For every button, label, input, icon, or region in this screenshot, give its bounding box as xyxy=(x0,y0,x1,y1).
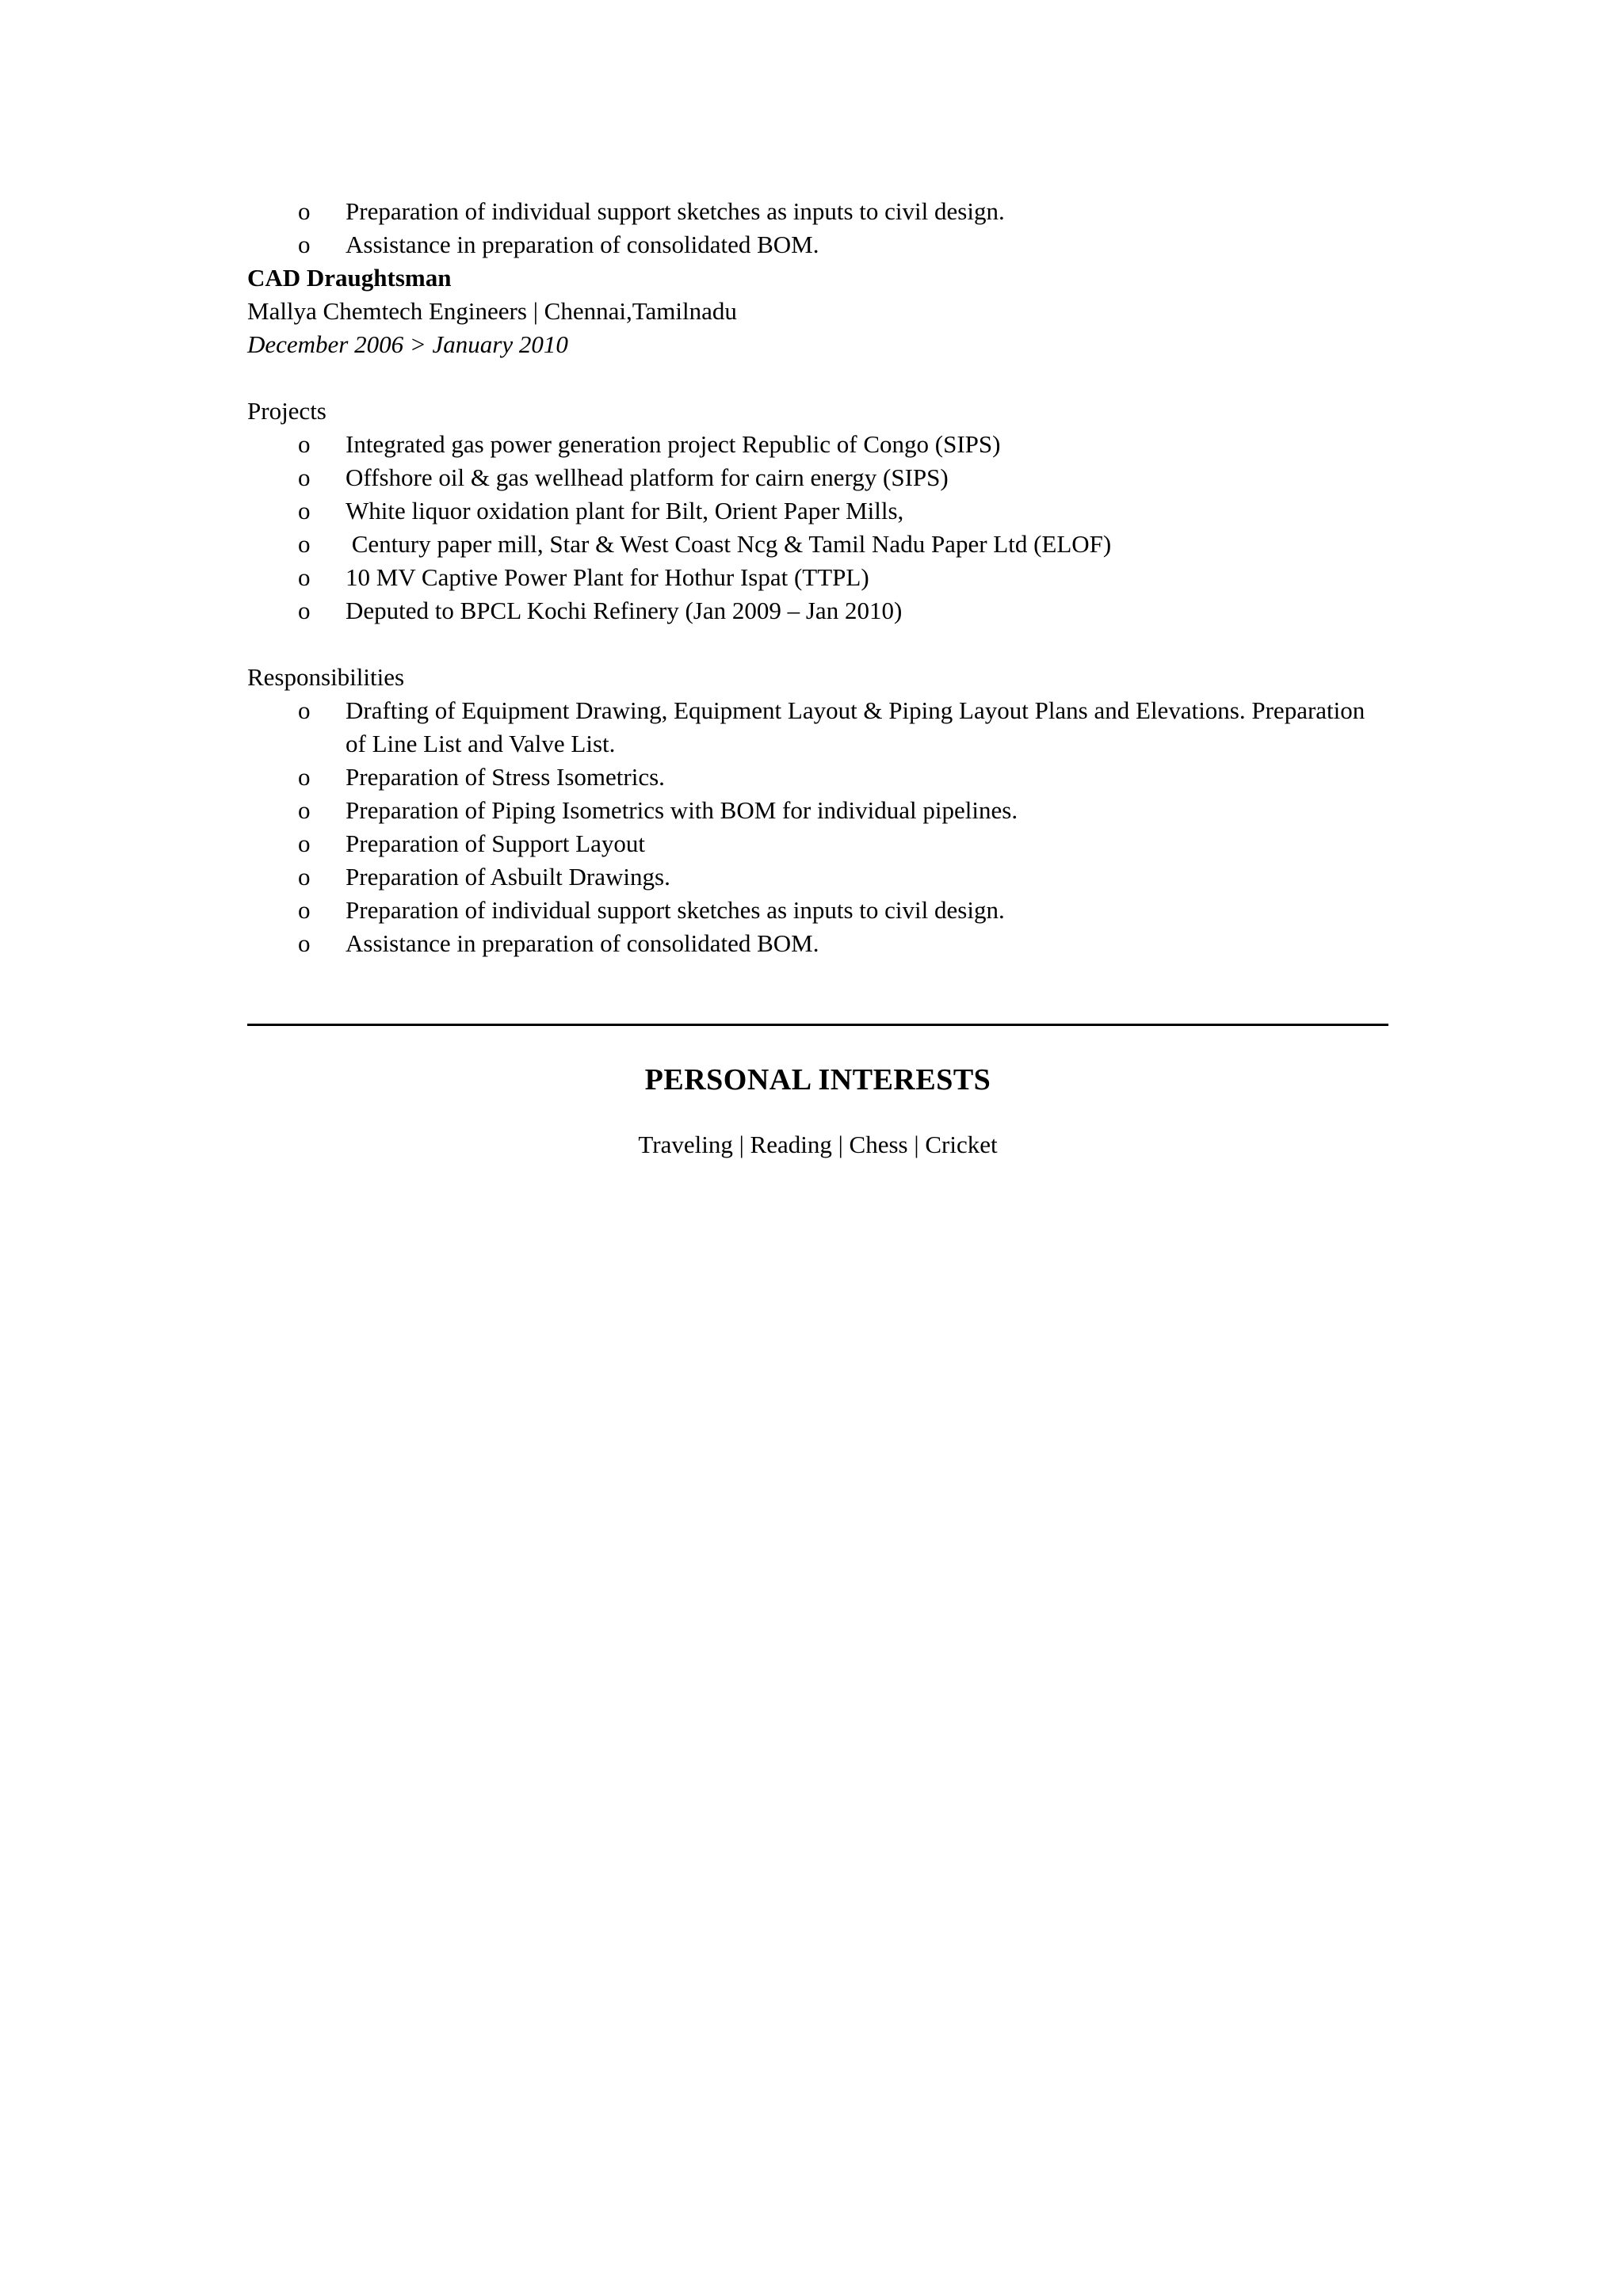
projects-heading: Projects xyxy=(247,397,327,425)
list-item: o White liquor oxidation plant for Bilt, Orient Paper Mills, xyxy=(247,494,1388,528)
list-item: o Preparation of Asbuilt Drawings. xyxy=(247,860,1388,894)
bullet-marker: o xyxy=(298,430,311,458)
list-item: o Integrated gas power generation project Republic of Congo (SIPS) xyxy=(247,428,1388,461)
bullet-marker: o xyxy=(298,197,311,225)
bullet-marker: o xyxy=(298,463,311,491)
bullet-marker: o xyxy=(298,530,311,558)
bullet-marker: o xyxy=(298,597,311,624)
continued-responsibilities-list xyxy=(247,195,1388,261)
bullet-marker: o xyxy=(298,929,311,957)
bullet-marker: o xyxy=(298,563,311,591)
experience-section xyxy=(247,195,1388,960)
section-divider xyxy=(247,1024,1388,1026)
personal-interests-list: Traveling | Reading | Chess | Cricket xyxy=(638,1131,998,1158)
spacer xyxy=(247,361,1388,395)
job-dates: December 2006 > January 2010 xyxy=(247,330,568,358)
bullet-marker: o xyxy=(298,497,311,524)
personal-interests-heading: PERSONAL INTERESTS xyxy=(644,1063,991,1097)
job-title: CAD Draughtsman xyxy=(247,264,452,292)
list-item: o Preparation of individual support sketches as inputs to civil design. xyxy=(247,894,1388,927)
list-item: o Drafting of Equipment Drawing, Equipment Layout & Piping Layout Plans and Elevations. Preparation of Line List and Valve List. xyxy=(247,694,1388,761)
list-item: o Preparation of individual support sketches as inputs to civil design. xyxy=(247,195,1388,228)
list-item: o Century paper mill, Star & West Coast Ncg & Tamil Nadu Paper Ltd (ELOF) xyxy=(247,528,1388,561)
list-item: o Deputed to BPCL Kochi Refinery (Jan 2009 – Jan 2010) xyxy=(247,594,1388,627)
bullet-marker: o xyxy=(298,830,311,857)
job-company: Mallya Chemtech Engineers | Chennai,Tamilnadu xyxy=(247,297,737,325)
bullet-marker: o xyxy=(298,796,311,824)
list-item: o Offshore oil & gas wellhead platform for cairn energy (SIPS) xyxy=(247,461,1388,494)
list-item: o Preparation of Support Layout xyxy=(247,827,1388,860)
list-item: o Assistance in preparation of consolidated BOM. xyxy=(247,927,1388,960)
list-item: o Preparation of Stress Isometrics. xyxy=(247,761,1388,794)
projects-list xyxy=(247,428,1388,627)
list-item: o Preparation of Piping Isometrics with BOM for individual pipelines. xyxy=(247,794,1388,827)
list-item: o 10 MV Captive Power Plant for Hothur Ispat (TTPL) xyxy=(247,561,1388,594)
bullet-marker: o xyxy=(298,896,311,924)
responsibilities-list xyxy=(247,694,1388,960)
bullet-marker: o xyxy=(298,863,311,891)
bullet-marker: o xyxy=(298,763,311,791)
responsibilities-heading: Responsibilities xyxy=(247,663,405,691)
list-item: o Assistance in preparation of consolidated BOM. xyxy=(247,228,1388,261)
bullet-marker: o xyxy=(298,231,311,258)
bullet-marker: o xyxy=(298,696,311,724)
spacer xyxy=(247,627,1388,661)
